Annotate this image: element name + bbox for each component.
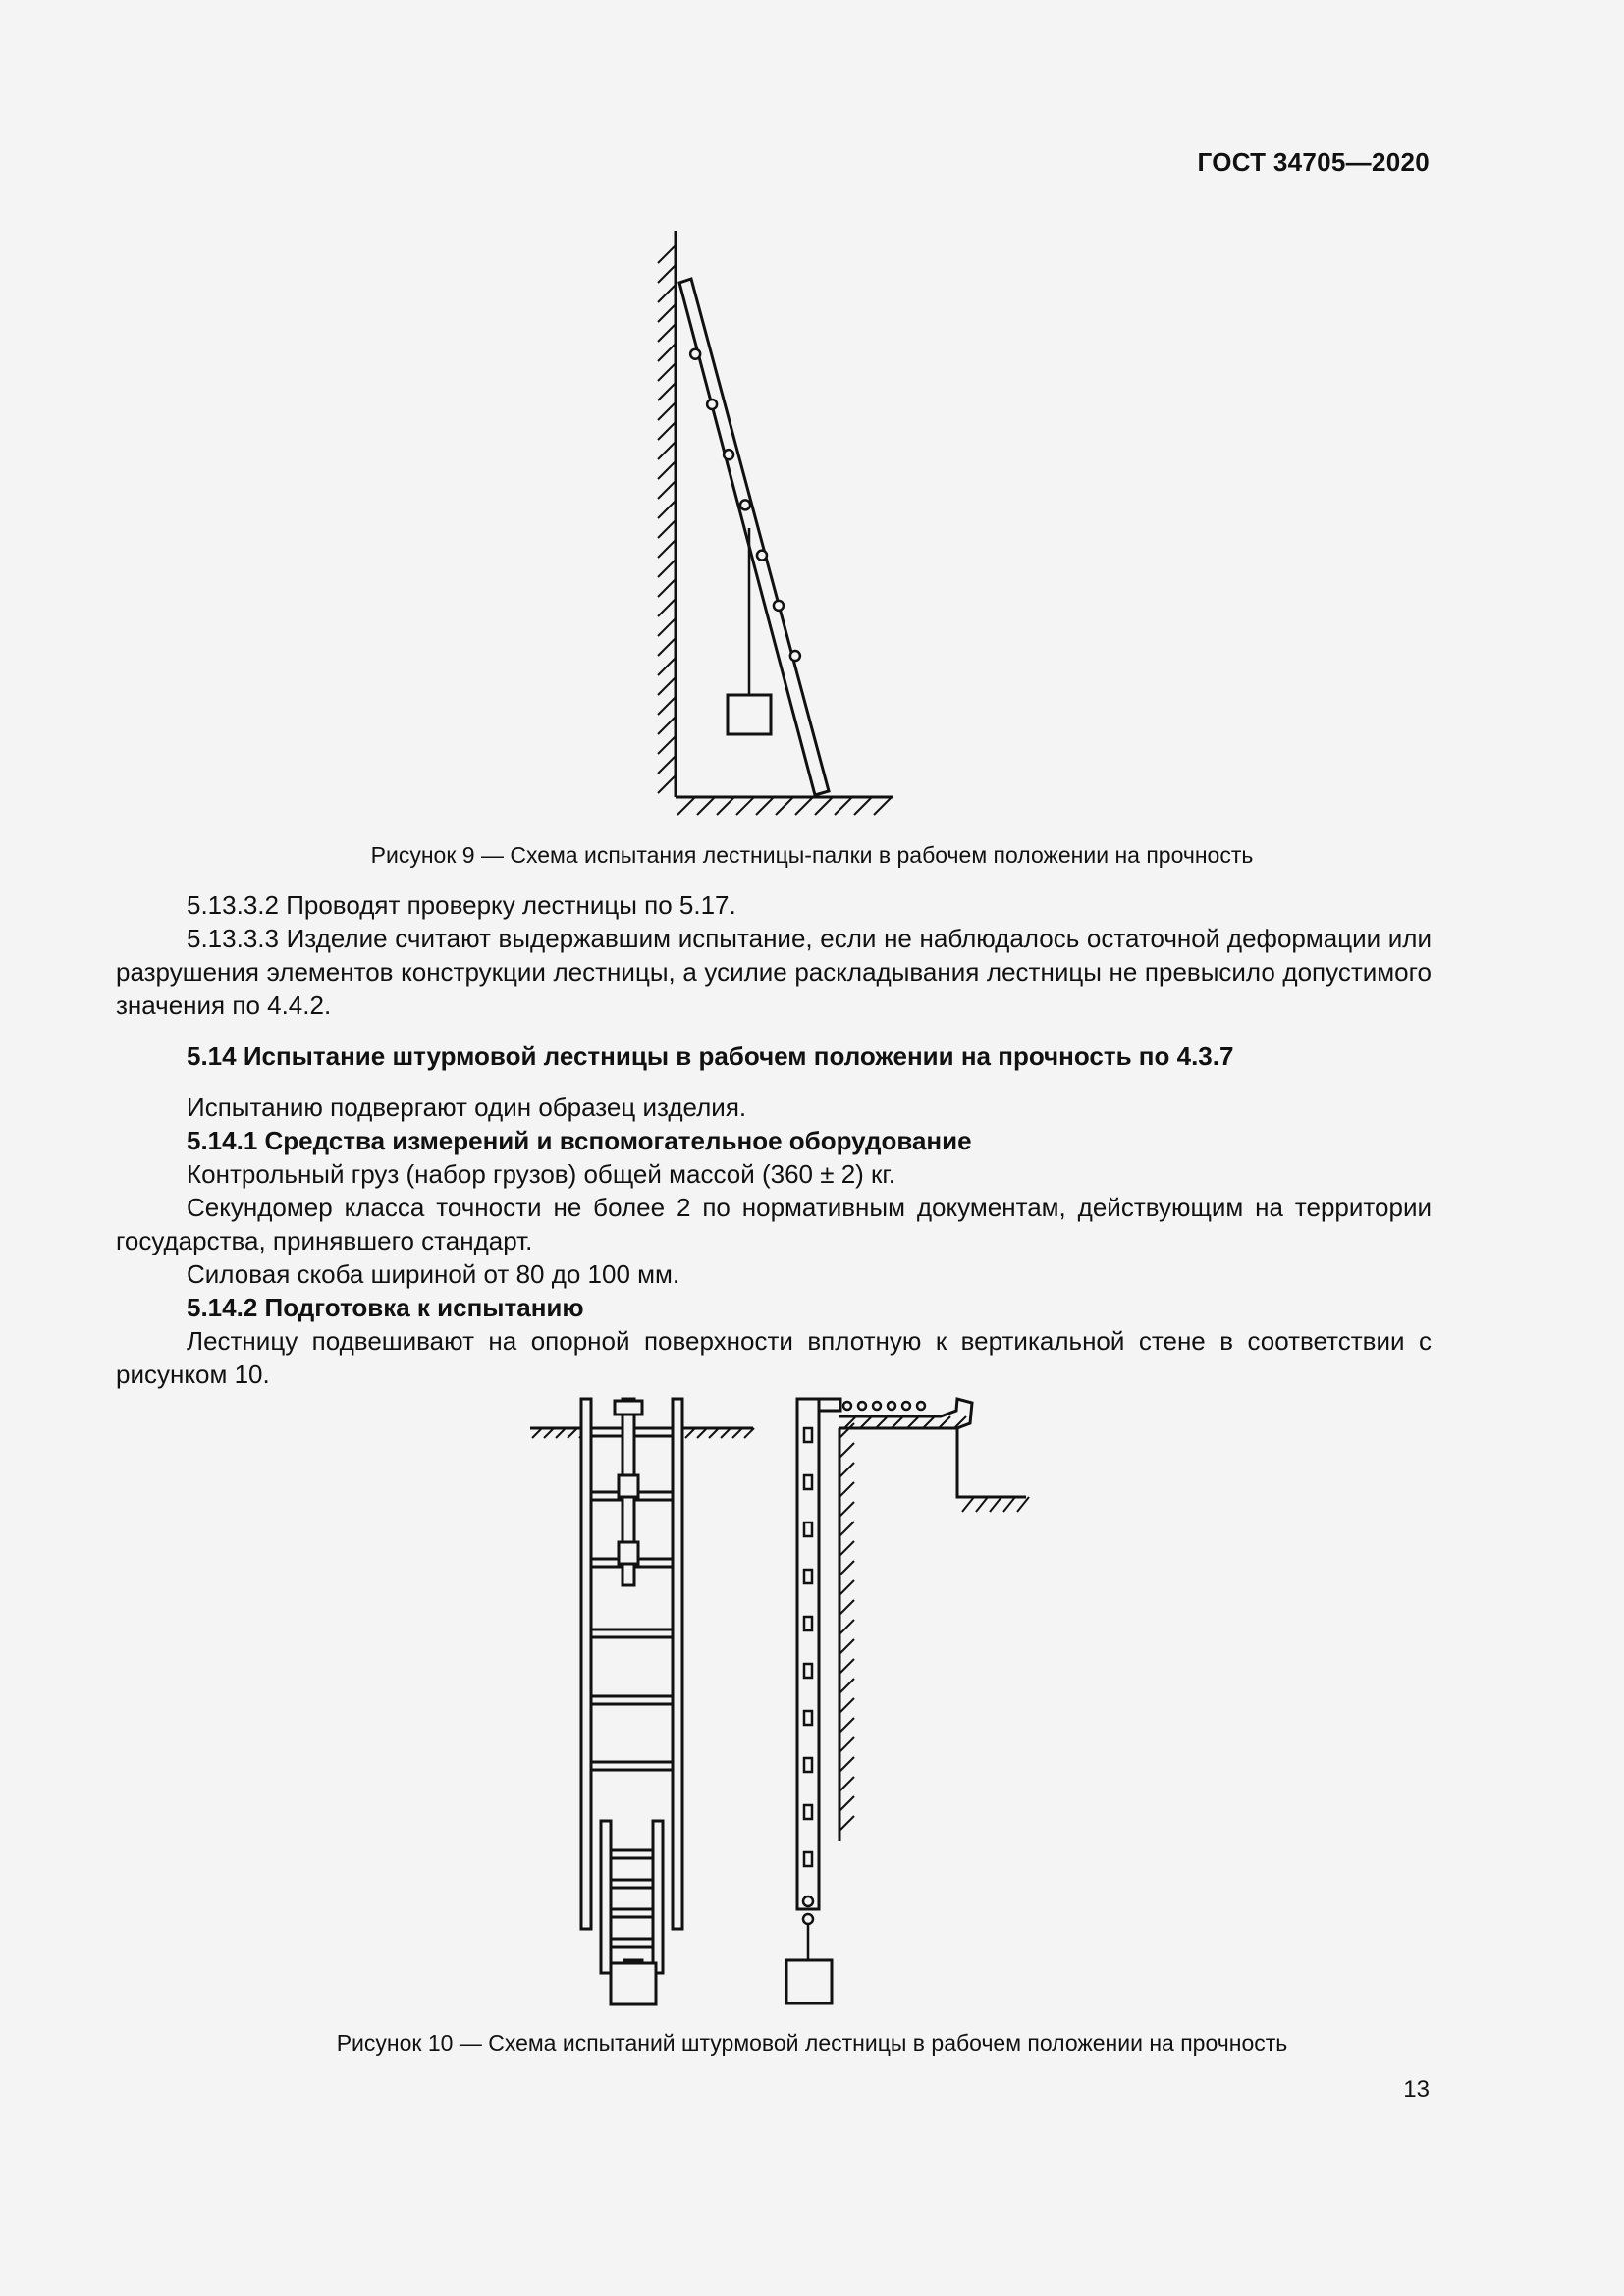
figure-9-caption: Рисунок 9 — Схема испытания лестницы-палки в рабочем положении на прочность (370, 842, 1254, 868)
hatch-line (854, 797, 872, 815)
hatch-line (658, 402, 676, 420)
paragraph-5-13-3-3: 5.13.3.3 Изделие считают выдержавшим испытание, если не наблюдалось остаточной деформации или разрушения элементов конструкции лестницы, а усилие раскладывания лестницы не превысило допустимого значения по 4.4.2. (116, 924, 1432, 1020)
ladder-slot (804, 1852, 812, 1866)
hatch-line (697, 797, 715, 815)
hatch-line (839, 1522, 854, 1536)
hatch-line (658, 638, 676, 656)
clamp (619, 1475, 638, 1497)
ladder-hole (790, 651, 800, 661)
hatch-line (962, 1497, 974, 1512)
hatch-line (839, 1463, 854, 1477)
hatch-line (658, 285, 676, 302)
hatch-line (658, 461, 676, 479)
hatch-line (776, 797, 793, 815)
hatch-line (658, 599, 676, 616)
hatch-line (756, 797, 774, 815)
ladder-hole (707, 400, 717, 409)
ladder-slot (804, 1617, 812, 1630)
hatch-line (658, 618, 676, 636)
hatch-line (990, 1497, 1001, 1512)
hook-hole (843, 1402, 851, 1410)
hatch-line (860, 1416, 872, 1428)
hatch-line (876, 1416, 888, 1428)
ladder-rung (611, 1850, 653, 1858)
clamp (619, 1542, 638, 1564)
hatch-line (658, 324, 676, 342)
hatch-line (839, 1482, 854, 1497)
ladder-slot (804, 1805, 812, 1819)
ladder-rung (611, 1909, 653, 1917)
hatch-line (658, 717, 676, 734)
ladder-slot (804, 1475, 812, 1489)
hatch-line (839, 1757, 854, 1772)
hatch-line (839, 1639, 854, 1654)
hatch-line (658, 422, 676, 440)
hatch-line (658, 344, 676, 361)
ladder-hole (740, 500, 750, 509)
hatch-line (658, 304, 676, 322)
ladder-slot (804, 1664, 812, 1678)
hatch-line (677, 797, 695, 815)
ladder-slot (804, 1570, 812, 1583)
hatch-line (1003, 1497, 1015, 1512)
figure-10-diagram (520, 1389, 1031, 2017)
ladder-rung (591, 1696, 673, 1704)
hatch-line (658, 775, 676, 793)
hatch-line (1017, 1497, 1029, 1512)
figure-9-diagram (628, 226, 913, 825)
hatch-line (839, 1502, 854, 1517)
paragraph-sample: Испытанию подвергают один образец изделия. (187, 1093, 747, 1122)
section-body-upper (116, 888, 1432, 1391)
paragraph-stopwatch: Секундомер класса точности не более 2 по нормативным документам, действующим на территории государства, принявшего стандарт. (116, 1193, 1432, 1255)
hatch-line (658, 697, 676, 715)
figure-10-caption: Рисунок 10 — Схема испытаний штурмовой лестницы в рабочем положении на прочность (336, 2030, 1288, 2056)
ladder-slot (804, 1711, 812, 1725)
hatch-line (923, 1416, 935, 1428)
hatch-line (839, 1600, 854, 1615)
hatch-line (658, 481, 676, 499)
ladder-hole (774, 601, 784, 611)
ladder-slot (804, 1522, 812, 1536)
paragraph-preparation: Лестницу подвешивают на опорной поверхности вплотную к вертикальной стене в соответствии с рисунком 10. (116, 1326, 1432, 1389)
hook-hole (873, 1402, 881, 1410)
hatch-line (658, 245, 676, 263)
hatch-line (874, 797, 892, 815)
hatch-line (658, 677, 676, 695)
hatch-line (658, 520, 676, 538)
hatch-line (907, 1416, 919, 1428)
hatch-line (658, 579, 676, 597)
hatch-line (717, 797, 734, 815)
hatch-line (658, 658, 676, 675)
hatch-line (839, 1796, 854, 1811)
hatch-line (795, 797, 813, 815)
hatch-line (658, 363, 676, 381)
ladder-rung (591, 1762, 673, 1770)
hatch-line (839, 1620, 854, 1634)
hatch-line (835, 797, 852, 815)
ladder-rung (611, 1939, 653, 1947)
hook-hole (917, 1402, 925, 1410)
hatch-line (939, 1416, 950, 1428)
hatch-line (892, 1416, 903, 1428)
ladder-rung (591, 1629, 673, 1637)
hatch-line (839, 1698, 854, 1713)
hatch-line (839, 1718, 854, 1733)
hatch-line (839, 1443, 854, 1458)
hatch-line (658, 560, 676, 577)
hatch-line (839, 1561, 854, 1575)
hatch-line (658, 383, 676, 400)
hatch-line (839, 1679, 854, 1693)
heading-5-14: 5.14 Испытание штурмовой лестницы в рабочем положении на прочность по 4.3.7 (187, 1041, 1234, 1071)
heading-5-14-2: 5.14.2 Подготовка к испытанию (187, 1293, 584, 1322)
hatch-line (839, 1541, 854, 1556)
hatch-line (839, 1737, 854, 1752)
ladder-hole (724, 450, 733, 459)
page-number: 13 (1403, 2076, 1430, 2103)
hatch-line (976, 1497, 988, 1512)
ladder-slot (804, 1428, 812, 1442)
hatch-line (839, 1816, 854, 1831)
hook-hole (902, 1402, 910, 1410)
hatch-line (658, 540, 676, 558)
hatch-line (658, 442, 676, 459)
ladder-hole (690, 349, 700, 359)
hatch-line (736, 797, 754, 815)
paragraph-5-13-3-2: 5.13.3.2 Проводят проверку лестницы по 5.17. (187, 890, 736, 920)
hatch-line (658, 736, 676, 754)
hatch-line (658, 265, 676, 283)
hatch-line (839, 1580, 854, 1595)
hatch-line (839, 1659, 854, 1674)
heading-5-14-1: 5.14.1 Средства измерений и вспомогательное оборудование (187, 1126, 972, 1155)
hook-hole (858, 1402, 866, 1410)
hatch-line (815, 797, 833, 815)
ladder-hole (757, 551, 767, 561)
paragraph-load: Контрольный груз (набор грузов) общей массой (360 ± 2) кг. (187, 1159, 895, 1189)
paragraph-bracket: Силовая скоба шириной от 80 до 100 мм. (187, 1259, 680, 1289)
hatch-line (839, 1777, 854, 1791)
ladder-rung (611, 1880, 653, 1888)
hatch-line (658, 501, 676, 518)
hatch-line (658, 756, 676, 774)
hook-hole (888, 1402, 895, 1410)
ladder-slot (804, 1758, 812, 1772)
document-header: ГОСТ 34705—2020 (1197, 147, 1430, 177)
